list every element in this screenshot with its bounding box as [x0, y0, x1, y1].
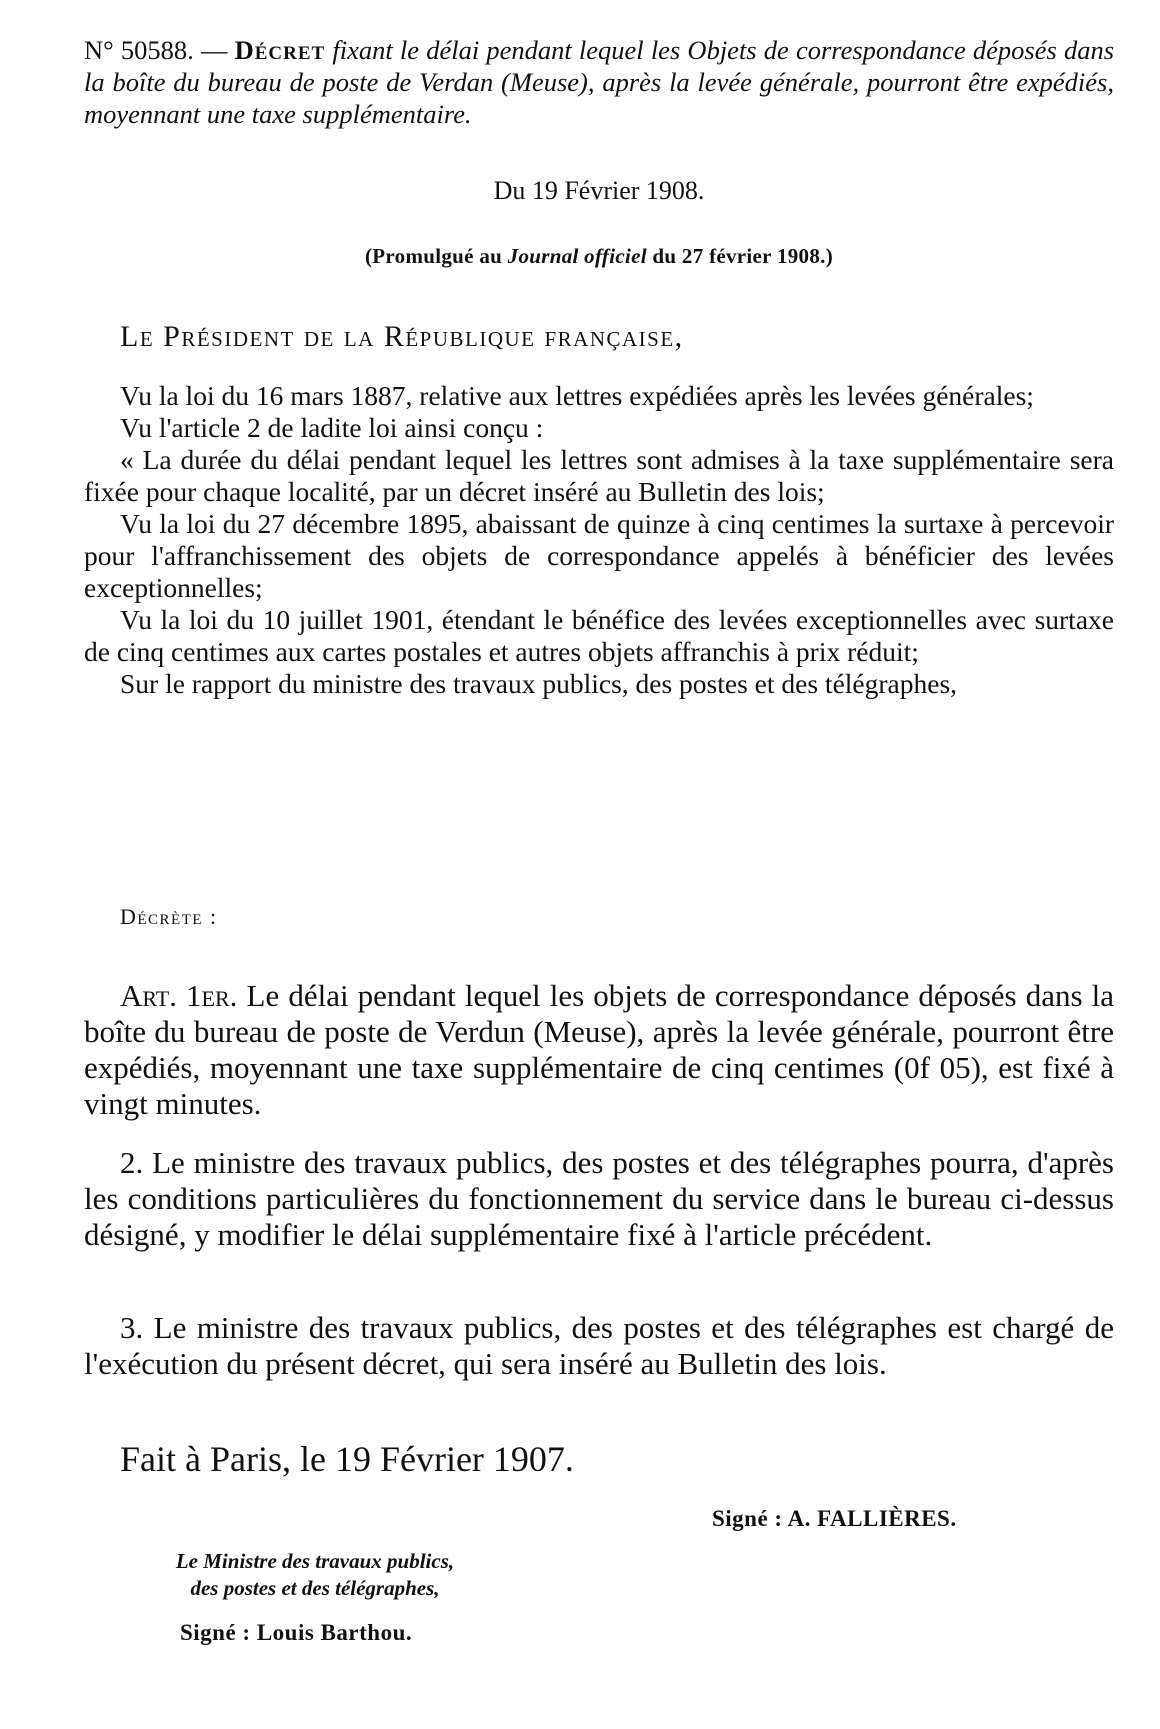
minister-signature: Signé : Louis Barthou.: [180, 1620, 413, 1645]
considerants: [84, 380, 1114, 700]
promulgation-note: [84, 244, 1114, 269]
president-heading: Le Président de la République française,: [120, 320, 684, 353]
promulgation-journal: Journal officiel: [507, 244, 647, 268]
decree-number: N° 50588. —: [84, 35, 228, 65]
article-1: [84, 978, 1114, 1122]
president-signature: Signé : A. FALLIÈRES.: [712, 1506, 957, 1531]
considerant-5: Vu la loi du 10 juillet 1901, étendant le bénéfice des levées exceptionnelles avec surtaxe de cinq centimes aux cartes postales et autres objets affranchis à prix réduit;: [84, 604, 1114, 667]
decree-date: Du 19 Février 1908.: [493, 176, 705, 205]
minister-title-line-2: des postes et des télégraphes,: [190, 1576, 440, 1600]
fait-a-paris: Fait à Paris, le 19 Février 1907.: [120, 1439, 574, 1479]
promulgation-after: du 27 février 1908.): [652, 244, 833, 268]
article-3: [84, 1310, 1114, 1382]
considerant-3: « La durée du délai pendant lequel les lettres sont admises à la taxe supplémentaire sera fixée pour chaque localité, par un décret inséré au Bulletin des lois;: [84, 444, 1114, 507]
decree-word: Décret: [234, 35, 326, 65]
article-3-text: 3. Le ministre des travaux publics, des postes et des télégraphes est chargé de l'exécution du présent décret, qui sera inséré au Bulletin des lois.: [84, 1310, 1114, 1381]
article-1-text: Le délai pendant lequel les objets de correspondance déposés dans la boîte du bureau de poste de Verdun (Meuse), après la levée générale, pourront être expédiés, moyennant une taxe supplémentaire de cinq centimes (0f 05), est fixé à vingt minutes.: [84, 978, 1114, 1121]
article-2: [84, 1145, 1114, 1253]
minister-title: [130, 1548, 500, 1602]
decrete-heading: Décrète :: [120, 904, 218, 929]
considerant-6: Sur le rapport du ministre des travaux publics, des postes et des télégraphes,: [120, 668, 958, 699]
considerant-2: Vu l'article 2 de ladite loi ainsi conçu :: [120, 412, 544, 443]
considerant-4: Vu la loi du 27 décembre 1895, abaissant de quinze à cinq centimes la surtaxe à percevoir pour l'affranchissement des objets de correspondance appelés à bénéficier des levées exceptionnelles;: [84, 508, 1114, 603]
article-1-paragraph: [84, 978, 1114, 1122]
decree-heading: [84, 34, 1114, 130]
considerant-1: Vu la loi du 16 mars 1887, relative aux lettres expédiées après les levées générales;: [120, 380, 1034, 411]
article-1-label: Art. 1er.: [120, 978, 238, 1013]
article-2-text: 2. Le ministre des travaux publics, des postes et des télégraphes pourra, d'après les conditions particulières du fonctionnement du service dans le bureau ci-dessus désigné, y modifier le délai supplémentaire fixé à l'article précédent.: [84, 1145, 1114, 1252]
decree-title: fixant le délai pendant lequel les Objets de correspondance déposés dans la boîte du bureau de poste de Verdan (Meuse), après la levée générale, pourront être expédiés, moyennant une taxe supplémentaire.: [84, 35, 1115, 129]
minister-title-line-1: Le Ministre des travaux publics,: [175, 1549, 455, 1573]
promulgation-before: (Promulgué au: [365, 244, 503, 268]
